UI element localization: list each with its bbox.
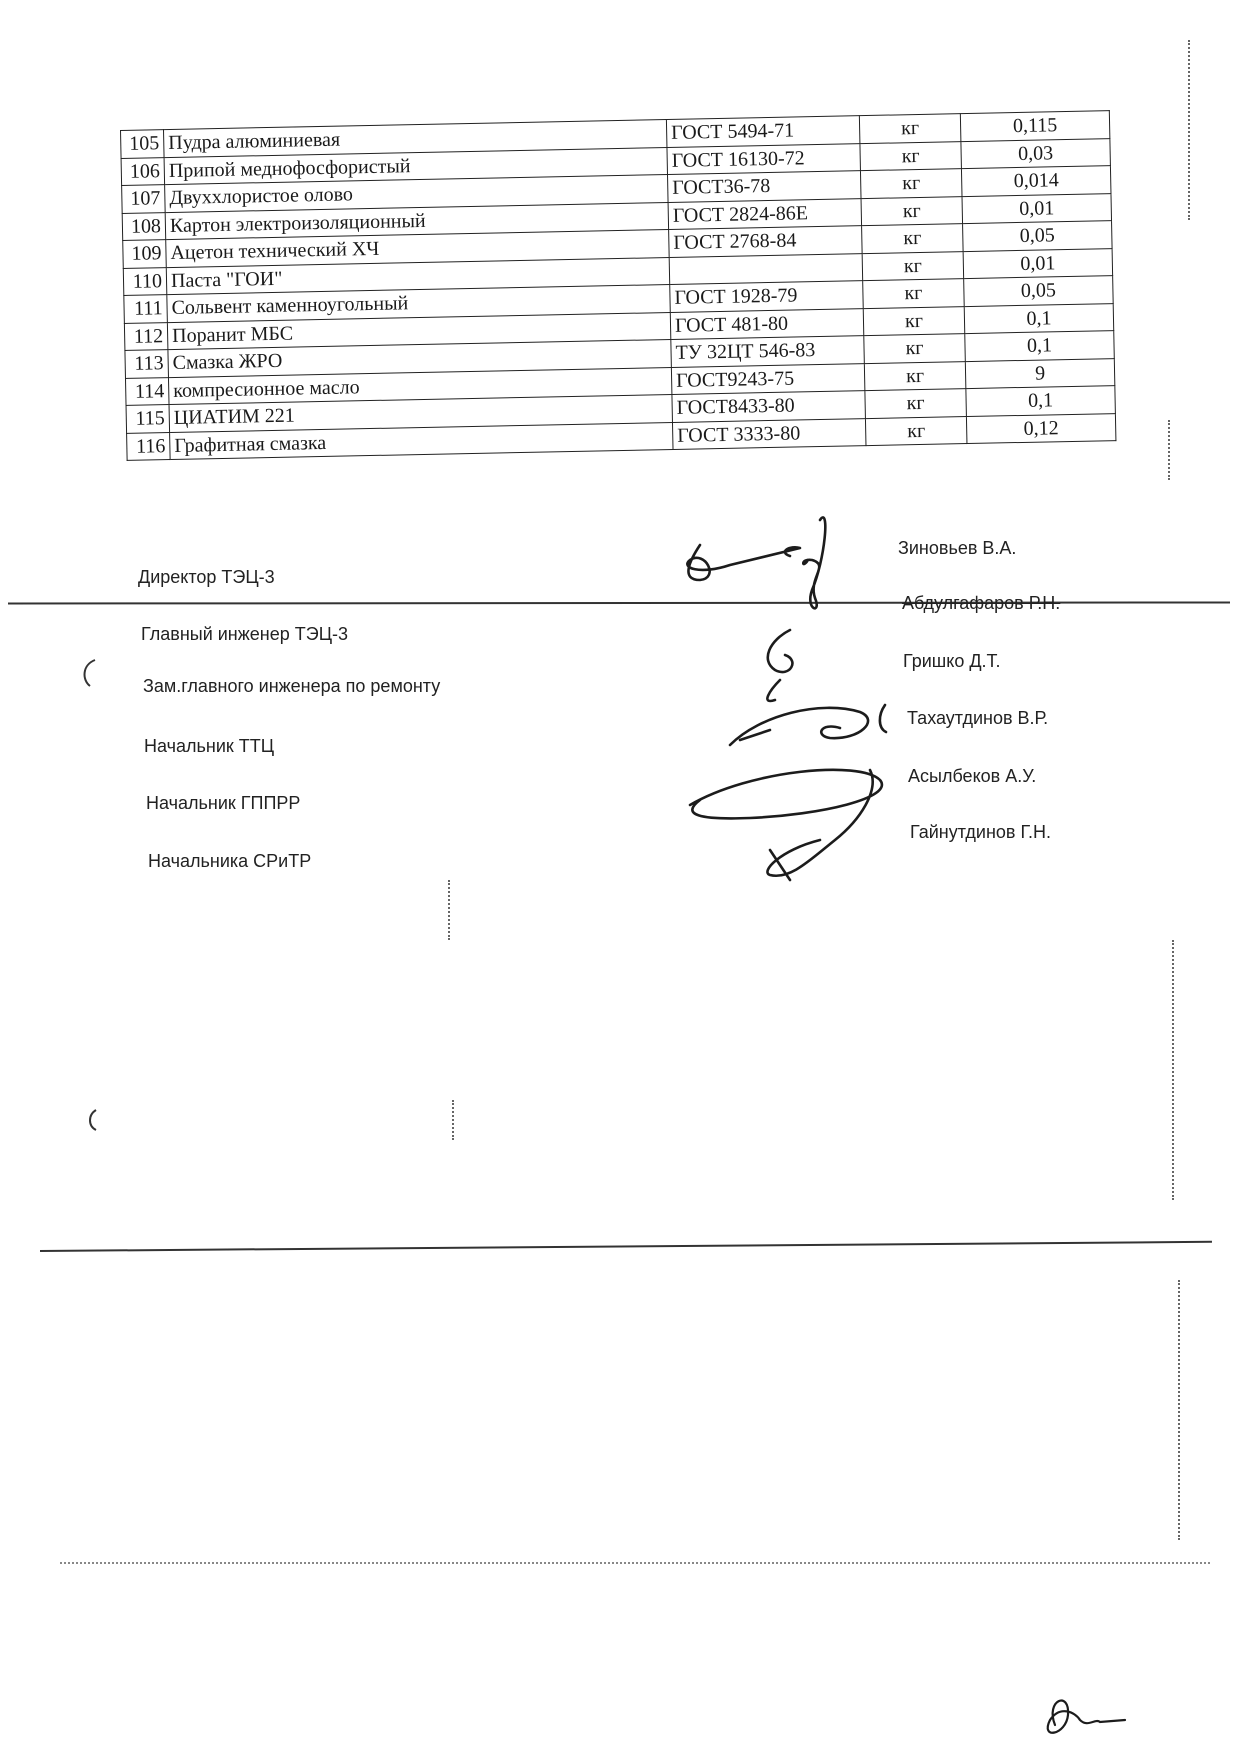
unit: кг [862, 251, 964, 281]
standard-code: ГОСТ 1928-79 [670, 281, 864, 312]
material-name: Паста "ГОИ" [166, 257, 669, 295]
material-name: Двуххлористое олово [165, 175, 668, 213]
material-name: Ацетон технический ХЧ [166, 230, 669, 268]
material-name: ЦИАТИМ 221 [169, 394, 672, 432]
name-zinovyev: Зиновьев В.А. [898, 538, 1017, 558]
standard-code: ГОСТ 481-80 [670, 308, 864, 339]
quantity: 0,014 [961, 166, 1111, 196]
standard-code: ГОСТ 2824-86Е [668, 198, 862, 229]
name-gainutdinov: Гайнутдинов Г.Н. [910, 822, 1052, 842]
material-name: Поранит МБС [167, 312, 670, 350]
name-abdulgafarov: Абдулгафаров Р.Н. [902, 593, 1061, 613]
quantity: 0,12 [966, 413, 1116, 443]
row-number: 110 [123, 267, 167, 295]
material-name: Картон электроизоляционный [165, 202, 668, 240]
row-number: 106 [121, 157, 165, 185]
row-number: 105 [121, 130, 165, 158]
row-number: 115 [126, 405, 170, 433]
standard-code: ГОСТ 5494-71 [666, 116, 860, 147]
name-takhautdinov: Тахаутдинов В.Р. [907, 708, 1049, 728]
quantity: 0,1 [964, 303, 1114, 333]
quantity: 0,1 [965, 331, 1115, 361]
unit: кг [860, 141, 962, 171]
unit: кг [861, 196, 963, 226]
quantity: 0,01 [963, 248, 1113, 278]
row-number: 111 [124, 295, 168, 323]
quantity: 9 [965, 358, 1115, 388]
role-director: Директор ТЭЦ-3 [138, 567, 275, 587]
role-deputy-chief-engineer: Зам.главного инженера по ремонту [143, 676, 441, 696]
unit: кг [865, 389, 967, 419]
material-name: Сольвент каменноугольный [167, 284, 670, 322]
row-number: 109 [123, 240, 167, 268]
initials-mark [1048, 1701, 1125, 1733]
standard-code: ГОСТ36-78 [668, 171, 862, 202]
unit: кг [865, 416, 967, 446]
material-name: компресионное масло [168, 367, 671, 405]
quantity: 0,1 [966, 386, 1116, 416]
material-name: Графитная смазка [170, 422, 673, 460]
signature-deputy [767, 630, 792, 701]
unit: кг [859, 114, 961, 144]
row-number: 116 [127, 432, 171, 460]
standard-code: ГОСТ 16130-72 [667, 143, 861, 174]
material-name: Пудра алюминиевая [164, 120, 667, 158]
unit: кг [862, 224, 964, 254]
material-name: Смазка ЖРО [168, 339, 671, 377]
unit: кг [864, 361, 966, 391]
quantity: 0,03 [961, 138, 1111, 168]
standard-code: ГОСТ 3333-80 [672, 418, 866, 449]
unit: кг [863, 306, 965, 336]
row-number: 112 [124, 322, 168, 350]
quantity: 0,05 [963, 221, 1113, 251]
unit: кг [863, 279, 965, 309]
role-head-gpprr: Начальник ГППРР [146, 793, 301, 813]
row-number: 114 [125, 377, 169, 405]
quantity: 0,01 [962, 193, 1112, 223]
signature-gpprr [690, 770, 882, 880]
row-number: 108 [122, 212, 166, 240]
material-name: Припой меднофосфористый [164, 147, 667, 185]
signature-ttc [730, 708, 868, 745]
standard-code: ГОСТ8433-80 [672, 391, 866, 422]
unit: кг [864, 334, 966, 364]
unit: кг [860, 169, 962, 199]
standard-code: ТУ 32ЦТ 546-83 [671, 336, 865, 367]
row-number: 113 [125, 350, 169, 378]
standard-code: ГОСТ9243-75 [671, 363, 865, 394]
row-number: 107 [122, 185, 166, 213]
name-grishko: Гришко Д.Т. [903, 651, 1001, 671]
role-chief-engineer: Главный инженер ТЭЦ-3 [141, 624, 349, 644]
name-asylbekov: Асылбеков А.У. [908, 766, 1037, 786]
quantity: 0,05 [964, 276, 1114, 306]
role-head-sritr: Начальника СРиТР [148, 851, 312, 871]
signature-chief-engineer [803, 517, 825, 608]
role-head-ttc: Начальник ТТЦ [144, 736, 275, 756]
signature-director [687, 545, 800, 580]
quantity: 0,115 [960, 111, 1110, 141]
standard-code: ГОСТ 2768-84 [669, 226, 863, 257]
